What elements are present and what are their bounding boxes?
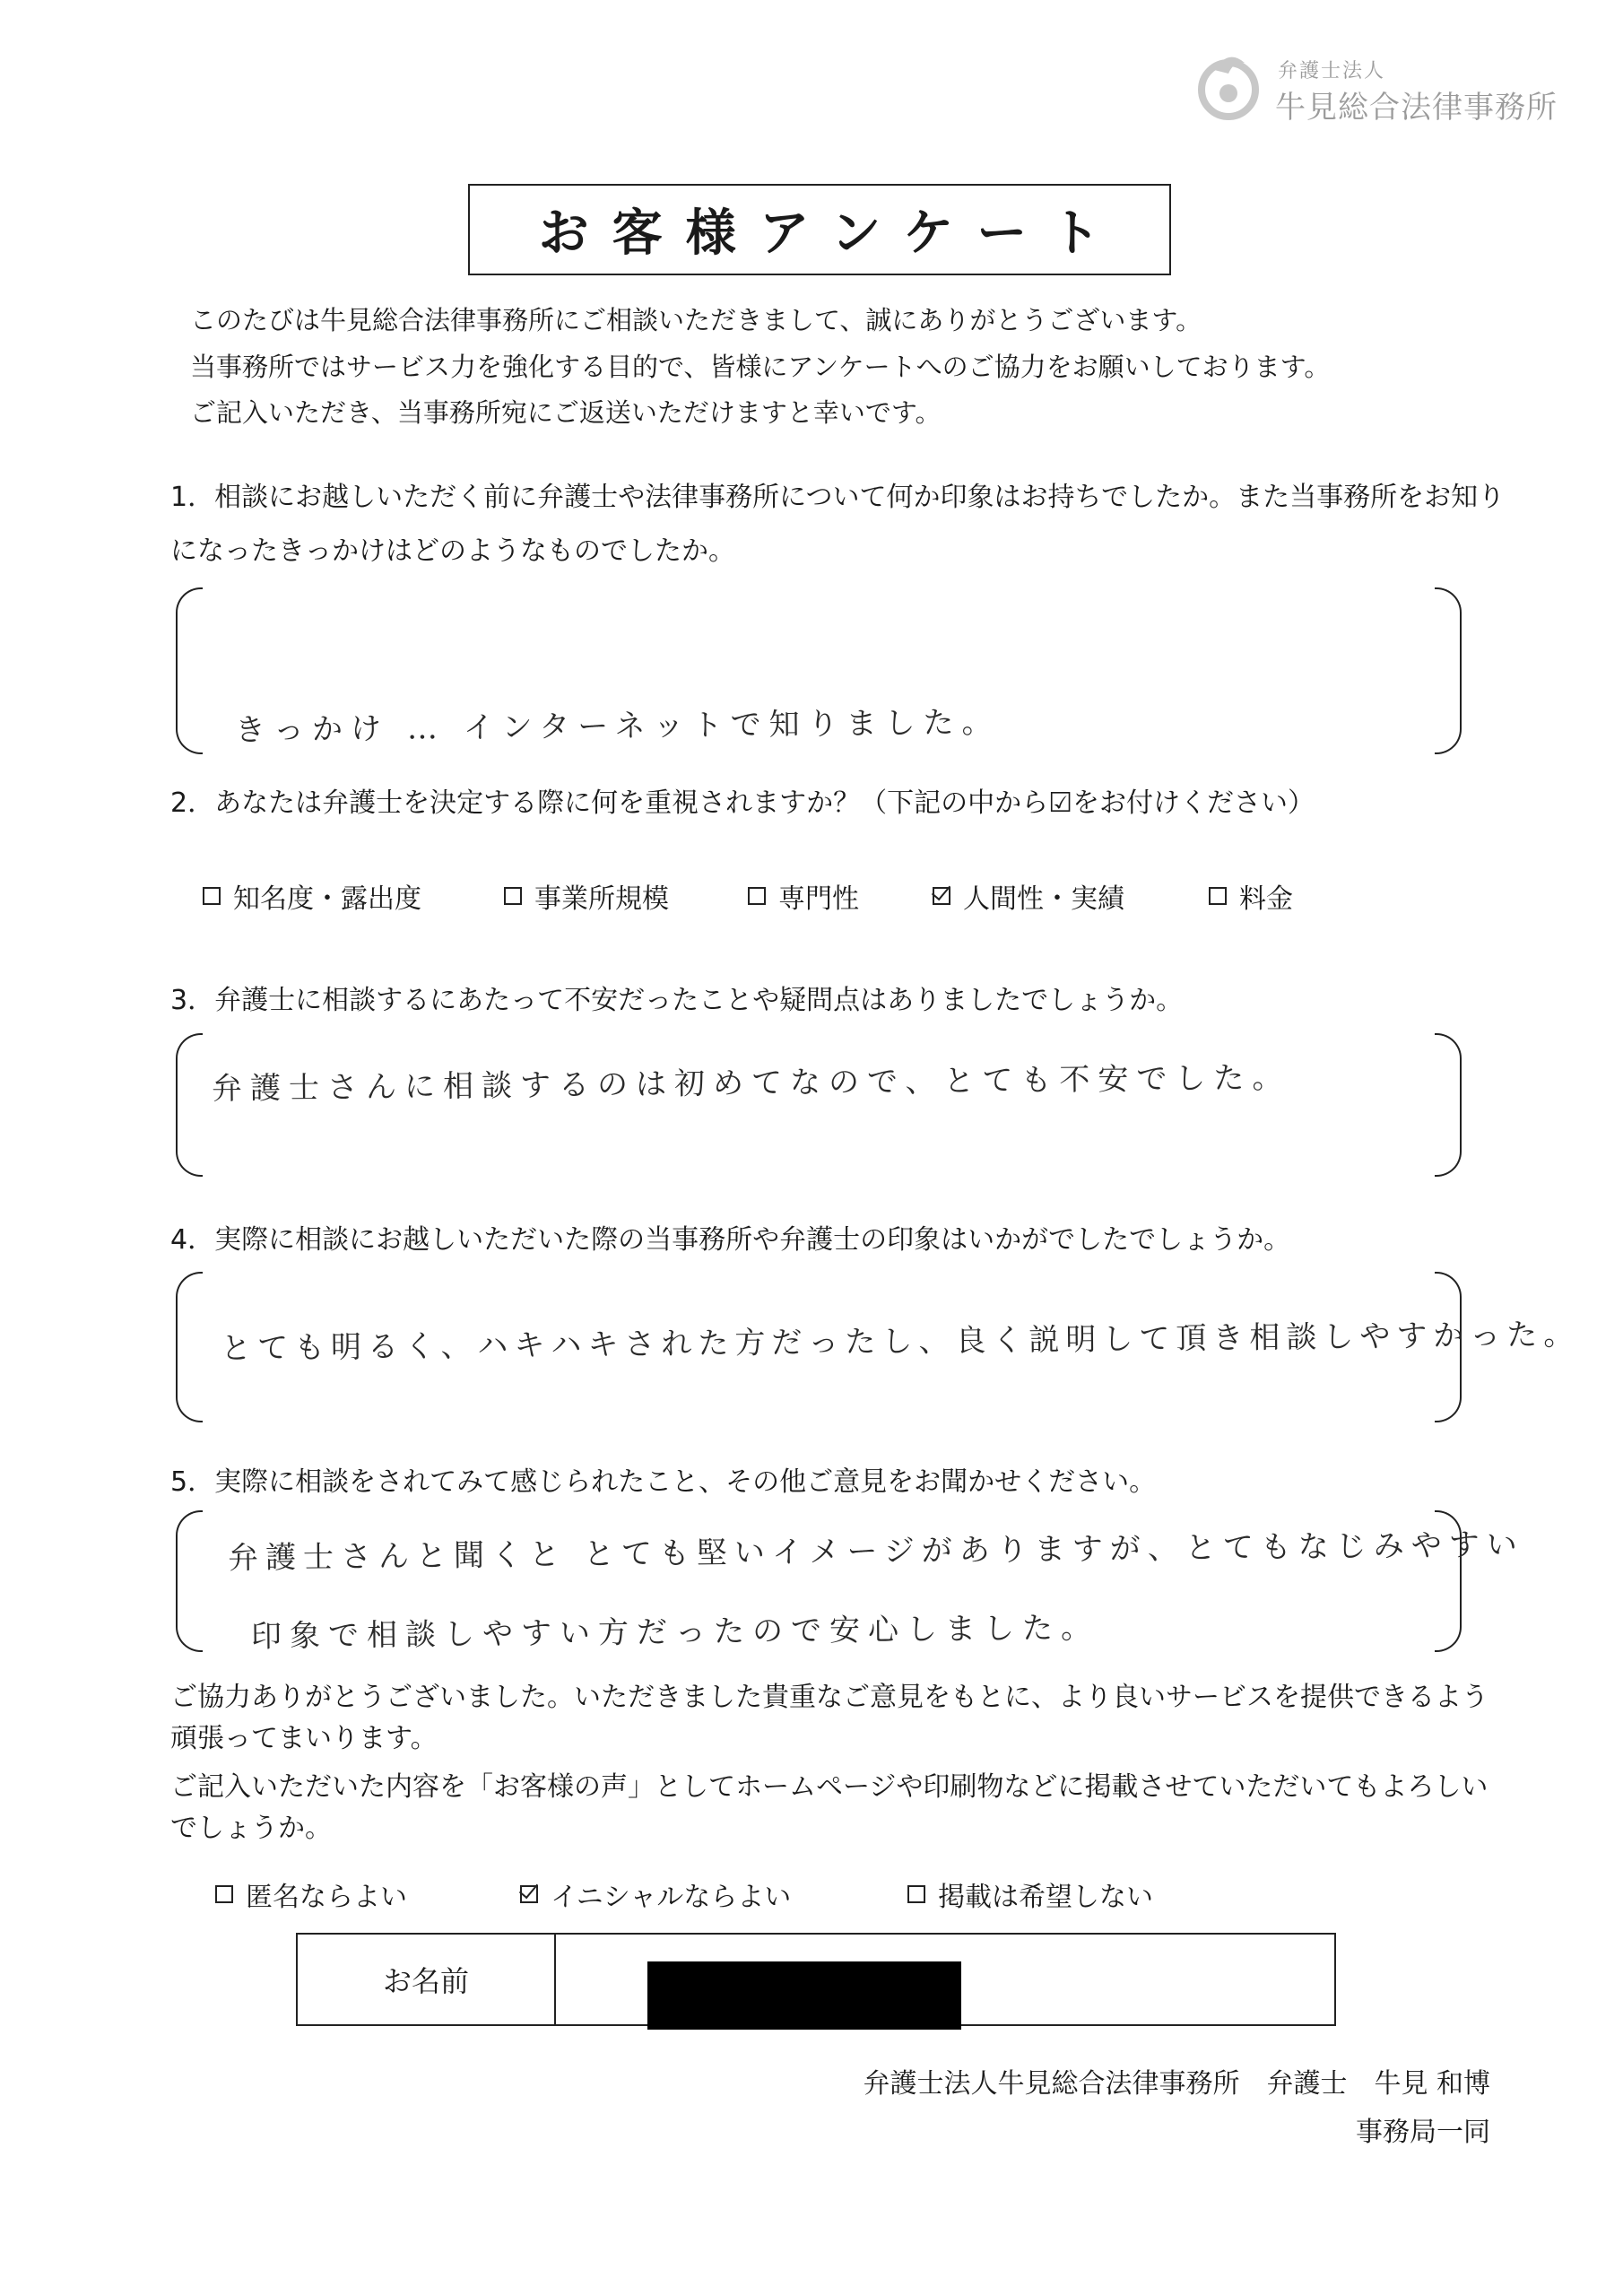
name-label: お名前 bbox=[298, 1935, 556, 2024]
question-4: 4．実際に相談にお越しいただいた際の当事務所や弁護士の印象はいかがでしたでしょうか。 bbox=[170, 1224, 1291, 1256]
intro-line: 当事務所ではサービス力を強化する目的で、皆様にアンケートへのご協力をお願いしております。 bbox=[190, 352, 1331, 382]
answer-3[interactable]: 弁護士さんに相談するのは初めてなので、とても不安でした。 bbox=[211, 1059, 1291, 1108]
checkbox[interactable] bbox=[907, 1885, 925, 1903]
option-anonymous[interactable]: 匿名ならよい bbox=[215, 1874, 407, 1914]
page-title: お客様アンケート bbox=[538, 204, 1124, 263]
question-1: 1．相談にお越しいただく前に弁護士や法律事務所について何か印象はお持ちでしたか。また当事務所をお知りになったきっかけはどのようなものでしたか。 bbox=[170, 482, 1506, 567]
intro-line: このたびは牛見総合法律事務所にご相談いただきまして、誠にありがとうございます。 bbox=[190, 305, 1202, 335]
checkbox-checked[interactable] bbox=[520, 1885, 538, 1903]
option-no-publish[interactable]: 掲載は希望しない bbox=[907, 1874, 1153, 1914]
checkbox[interactable] bbox=[748, 887, 766, 905]
question-2: 2．あなたは弁護士を決定する際に何を重視されますか？（下記の中から☑をお付けください） bbox=[170, 787, 1315, 819]
answer-bracket-left bbox=[176, 587, 203, 754]
option-expertise[interactable]: 専門性 bbox=[748, 876, 859, 916]
firm-logo bbox=[1193, 43, 1264, 126]
signature-line-1: 弁護士法人牛見総合法律事務所 弁護士 牛見 和博 bbox=[863, 2068, 1490, 2100]
signature-line-2: 事務局一同 bbox=[1356, 2117, 1490, 2148]
checkbox[interactable] bbox=[504, 887, 522, 905]
answer-bracket-right bbox=[1435, 1033, 1462, 1177]
checkbox-checked[interactable] bbox=[933, 887, 950, 905]
option-character-record[interactable]: 人間性・実績 bbox=[933, 876, 1124, 916]
option-fees[interactable]: 料金 bbox=[1209, 876, 1293, 916]
question-5: 5．実際に相談をされてみて感じられたこと、その他ご意見をお聞かせください。 bbox=[170, 1466, 1157, 1498]
option-office-size[interactable]: 事業所規模 bbox=[504, 876, 669, 916]
checkbox[interactable] bbox=[1209, 887, 1227, 905]
answer-1[interactable]: きっかけ … インターネットで知りました。 bbox=[234, 704, 1001, 749]
answer-5-line-2[interactable]: 印象で相談しやすい方だったので安心しました。 bbox=[250, 1610, 1100, 1655]
answer-5-line-1[interactable]: 弁護士さんと聞くと とても堅いイメージがありますが、とてもなじみやすい bbox=[227, 1526, 1525, 1577]
firm-type: 弁護士法人 bbox=[1278, 60, 1386, 83]
closing-thanks: ご協力ありがとうございました。いただきました貴重なご意見をもとに、より良いサービスを提供できるよう頑張ってまいります。 bbox=[170, 1682, 1488, 1754]
redacted-name bbox=[647, 1961, 961, 2030]
option-initials[interactable]: イニシャルならよい bbox=[520, 1874, 791, 1914]
answer-bracket-left bbox=[176, 1033, 203, 1177]
checkbox[interactable] bbox=[215, 1885, 233, 1903]
question-3: 3．弁護士に相談するにあたって不安だったことや疑問点はありましたでしょうか。 bbox=[170, 985, 1184, 1016]
answer-bracket-left bbox=[176, 1272, 203, 1422]
intro-line: ご記入いただき、当事務所宛にご返送いただけますと幸いです。 bbox=[190, 397, 942, 428]
answer-bracket-right bbox=[1435, 587, 1462, 754]
title-box bbox=[468, 184, 1171, 275]
answer-4[interactable]: とても明るく、ハキハキされた方だったし、良く説明して頂き相談しやすかった。 bbox=[220, 1317, 1581, 1367]
option-name-recognition[interactable]: 知名度・露出度 bbox=[203, 876, 421, 916]
closing-permission: ご記入いただいた内容を「お客様の声」としてホームページや印刷物などに掲載させていただいてもよろしいでしょうか。 bbox=[170, 1771, 1488, 1844]
name-table bbox=[296, 1933, 1336, 2026]
firm-name: 牛見総合法律事務所 bbox=[1275, 90, 1558, 126]
checkbox[interactable] bbox=[203, 887, 221, 905]
answer-bracket-left bbox=[176, 1510, 203, 1652]
